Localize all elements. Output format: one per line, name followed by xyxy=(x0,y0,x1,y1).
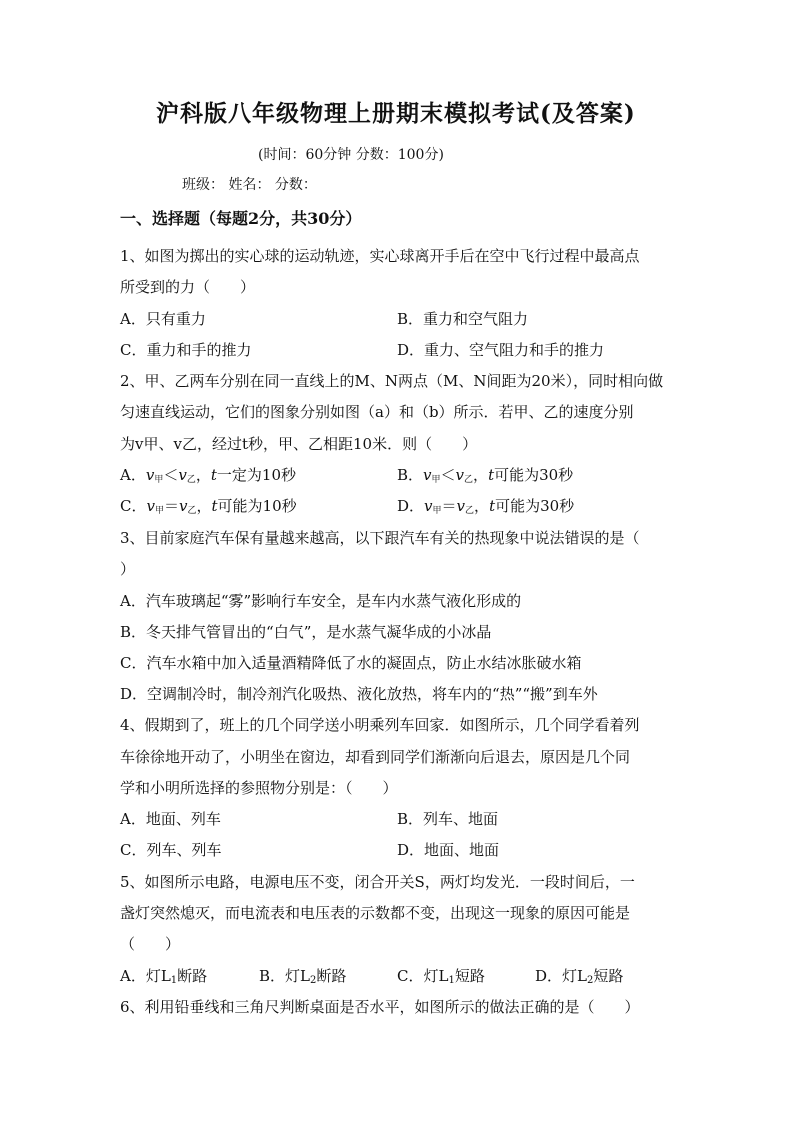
question-3-option-d: D．空调制冷时，制冷剂汽化吸热、液化放热，将车内的“热”“搬”到车外 xyxy=(120,685,598,703)
question-4-option-b: B．列车、地面 xyxy=(397,810,499,828)
question-5-option-c: C．灯$L_1$短路 xyxy=(397,967,485,986)
question-1-option-c: C．重力和手的推力 xyxy=(120,341,252,359)
question-2-option-b: B．$v_甲<v_乙$，t可能为30秒 xyxy=(397,466,574,485)
question-3-option-a: A．汽车玻璃起“雾”影响行车安全，是车内水蒸气液化形成的 xyxy=(120,592,522,610)
question-4-option-c: C．列车、列车 xyxy=(120,841,222,859)
question-5-line-1: 5、如图所示电路，电源电压不变，闭合开关S，两灯均发光．一段时间后，一 xyxy=(120,873,635,891)
section-heading: 一、选择题（每题2分，共30分） xyxy=(120,209,362,228)
question-2-option-a: A．$v_甲<v_乙$，t一定为10秒 xyxy=(120,466,296,485)
question-2-line-three: 为v甲、v乙，经过t秒，甲、乙相距10米．则（ ） xyxy=(120,435,478,453)
question-2-option-c: C．$v_甲=v_乙$，t可能为10秒 xyxy=(120,497,297,516)
question-1-option-b: B．重力和空气阻力 xyxy=(397,310,529,328)
time-score-info: (时间：60分钟 分数：100分) xyxy=(258,147,444,163)
question-3-option-b: B．冬天排气管冒出的“白气”，是水蒸气凝华成的小冰晶 xyxy=(120,623,492,641)
question-4-line-1: 4、假期到了，班上的几个同学送小明乘列车回家．如图所示，几个同学看着列 xyxy=(120,716,640,734)
question-5-option-b: B．灯$L_2$断路 xyxy=(259,967,347,986)
question-3-line-2: ） xyxy=(120,560,136,578)
question-1-option-a: A．只有重力 xyxy=(120,310,206,328)
question-5-option-a: A．灯$L_1$断路 xyxy=(120,967,208,986)
page-title: 沪科版八年级物理上册期末模拟考试(及答案) xyxy=(156,100,636,127)
question-3-option-c: C．汽车水箱中加入适量酒精降低了水的凝固点，防止水结冰胀破水箱 xyxy=(120,654,582,672)
question-5-line-2: 盏灯突然熄灭，而电流表和电压表的示数都不变，出现这一现象的原因可能是 xyxy=(120,904,631,922)
question-1-line-2: 所受到的力（ ） xyxy=(120,278,256,296)
question-3-line-1: 3、目前家庭汽车保有量越来越高，以下跟汽车有关的热现象中说法错误的是（ xyxy=(120,529,640,547)
student-info: 班级： 姓名： 分数： xyxy=(182,177,317,193)
question-2-line-1: 2、甲、乙两车分别在同一直线上的M、N两点（M、N间距为20米），同时相向做 xyxy=(120,372,664,390)
question-4-option-a: A．地面、列车 xyxy=(120,810,221,828)
question-4-line-3: 学和小明所选择的参照物分别是：（ ） xyxy=(120,779,398,797)
question-2-line-2: 匀速直线运动，它们的图象分别如图（a）和（b）所示．若甲、乙的速度分别 xyxy=(120,403,634,421)
question-5-line-3: （ ） xyxy=(120,935,181,953)
question-2-option-d: D．$v_甲=v_乙$，t可能为30秒 xyxy=(397,497,575,516)
question-6-line-1: 6、利用铅垂线和三角尺判断桌面是否水平，如图所示的做法正确的是（ ） xyxy=(120,998,640,1016)
question-4-option-d: D．地面、地面 xyxy=(397,841,500,859)
question-1-line-1: 1、如图为掷出的实心球的运动轨迹，实心球离开手后在空中飞行过程中最高点 xyxy=(120,247,640,265)
question-4-line-2: 车徐徐地开动了，小明坐在窗边，却看到同学们渐渐向后退去，原因是几个同 xyxy=(120,748,631,766)
question-1-option-d: D．重力、空气阻力和手的推力 xyxy=(397,341,605,359)
question-5-option-d: D．灯$L_2$短路 xyxy=(535,967,624,986)
